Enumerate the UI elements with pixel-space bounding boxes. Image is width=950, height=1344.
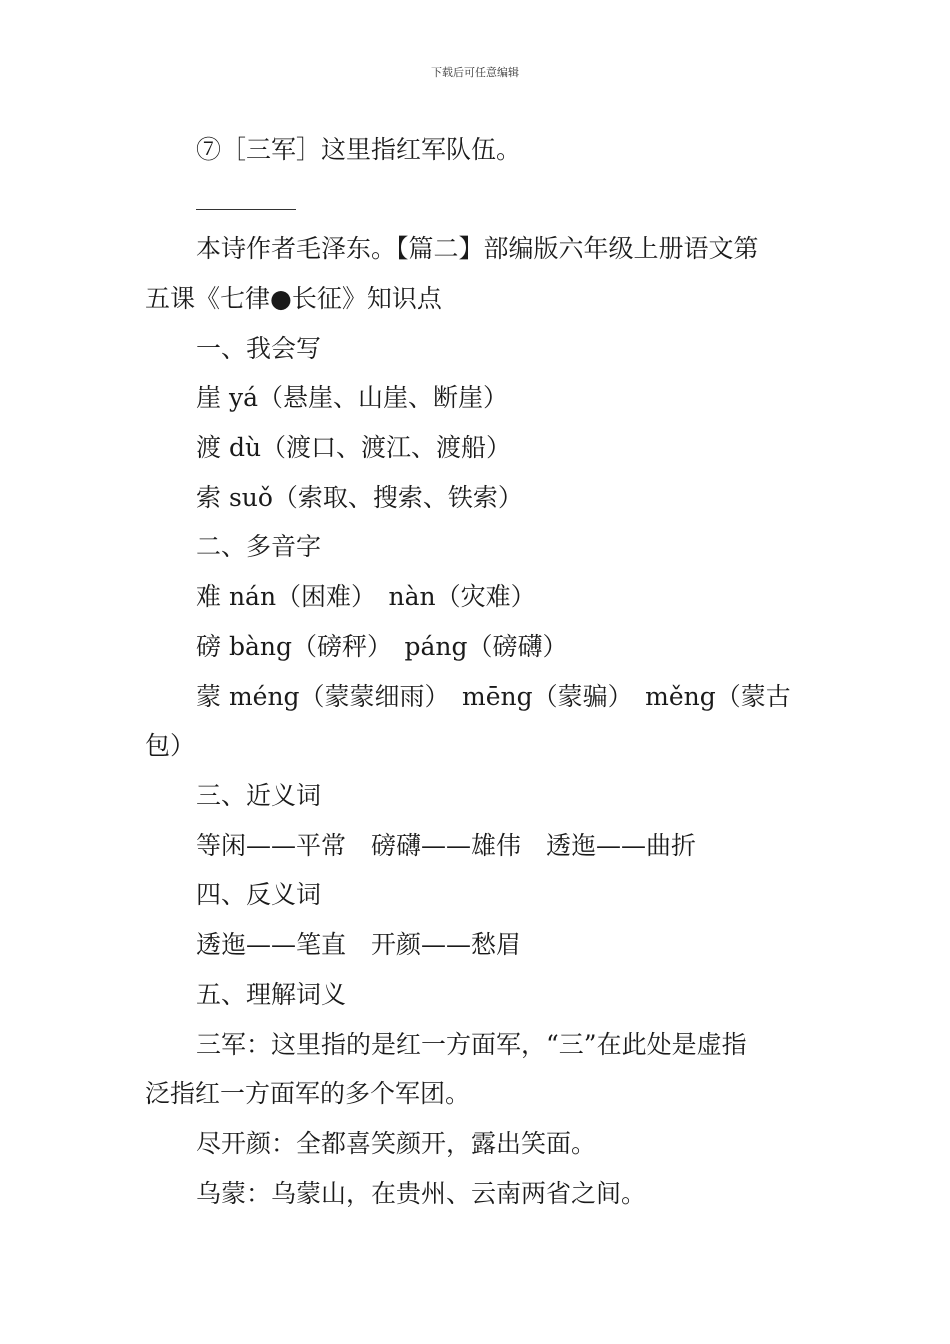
synonym-line: 等闲——平常 磅礴——雄伟 透迤——曲折 xyxy=(196,831,697,860)
antonym-line: 透迤——笔直 开颜——愁眉 xyxy=(196,930,522,959)
text-line: 本诗作者毛泽东。【篇二】部编版六年级上册语文第 xyxy=(196,234,759,263)
section-heading: 五、理解词义 xyxy=(196,980,347,1009)
polyphone-line-continued: 包） xyxy=(145,731,196,760)
vocab-line: 崖 yá（悬崖、山崖、断崖） xyxy=(196,383,508,412)
polyphone-line: 磅 bàng（磅秤） páng（磅礴） xyxy=(196,632,568,661)
text-line: 五课《七律●长征》知识点 xyxy=(145,284,442,313)
definition-line: 三军：这里指的是红一方面军，“三”在此处是虚指 xyxy=(196,1030,747,1059)
annotation-line: ⑦［三军］这里指红军队伍。 xyxy=(196,135,522,164)
section-heading: 一、我会写 xyxy=(196,334,322,363)
polyphone-line: 难 nán（困难） nàn（灾难） xyxy=(196,582,536,611)
vocab-line: 渡 dù（渡口、渡江、渡船） xyxy=(196,433,512,462)
section-heading: 四、反义词 xyxy=(196,880,322,909)
definition-line: 乌蒙：乌蒙山，在贵州、云南两省之间。 xyxy=(196,1179,647,1208)
footnote-divider xyxy=(196,209,296,210)
section-heading: 二、多音字 xyxy=(196,532,322,561)
polyphone-line: 蒙 méng（蒙蒙细雨） mēng（蒙骗） měng（蒙古 xyxy=(196,682,791,711)
definition-line-continued: 泛指红一方面军的多个军团。 xyxy=(145,1079,471,1108)
vocab-line: 索 suǒ（索取、搜索、铁索） xyxy=(196,483,523,512)
page-header: 下载后可任意编辑 xyxy=(431,66,519,79)
definition-line: 尽开颜：全都喜笑颜开，露出笑面。 xyxy=(196,1129,597,1158)
section-heading: 三、近义词 xyxy=(196,781,322,810)
